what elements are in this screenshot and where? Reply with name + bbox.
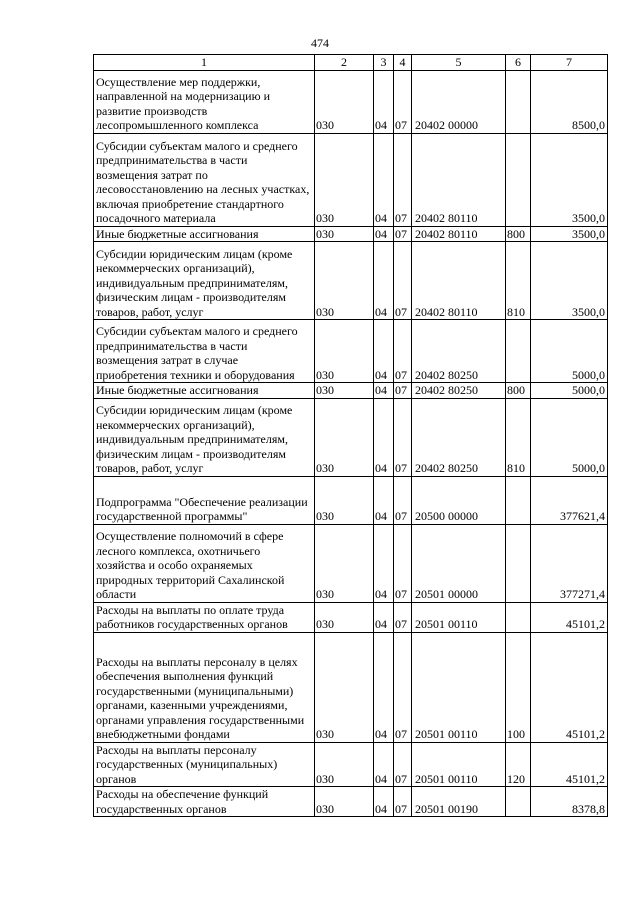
- expense-item-name: Осуществление мер поддержки, направленной на модернизацию и развитие производств лесопромышленного комплекса: [94, 70, 315, 133]
- budget-table: [93, 54, 608, 817]
- expense-type-code: 100: [506, 632, 531, 742]
- section-code: 04: [374, 632, 394, 742]
- table-row: [94, 476, 608, 524]
- expense-type-code: [506, 70, 531, 133]
- subsection-code: 07: [394, 242, 412, 320]
- subsection-code: 07: [394, 632, 412, 742]
- expense-item-name: Субсидии субъектам малого и среднего предпринимательства в части возмещения затрат по лесовосстановлению на лесных участках, включая приобретение стандартного посадочного материала: [94, 133, 315, 226]
- target-article-code: 20402 80250: [412, 320, 506, 383]
- table-row: [94, 133, 608, 226]
- expense-type-code: 120: [506, 742, 531, 787]
- expense-type-code: [506, 602, 531, 632]
- ministry-code: 030: [315, 476, 374, 524]
- table-row: [94, 632, 608, 742]
- target-article-code: 20501 00110: [412, 602, 506, 632]
- amount-value: 377271,4: [531, 524, 608, 602]
- expense-item-name: Иные бюджетные ассигнования: [94, 383, 315, 399]
- expense-item-name: Расходы на выплаты по оплате труда работников государственных органов: [94, 602, 315, 632]
- section-code: 04: [374, 242, 394, 320]
- ministry-code: 030: [315, 602, 374, 632]
- expense-type-code: [506, 524, 531, 602]
- ministry-code: 030: [315, 320, 374, 383]
- expense-item-name: Расходы на обеспечение функций государственных органов: [94, 787, 315, 817]
- column-header: 7: [531, 55, 608, 71]
- expense-type-code: [506, 476, 531, 524]
- target-article-code: 20402 80250: [412, 383, 506, 399]
- expense-item-name: Субсидии юридическим лицам (кроме некоммерческих организаций), индивидуальным предпринимателям, физическим лицам - производителям товаров, работ, услуг: [94, 242, 315, 320]
- section-code: 04: [374, 524, 394, 602]
- section-code: 04: [374, 226, 394, 242]
- page-number: 474: [311, 36, 329, 50]
- amount-value: 45101,2: [531, 742, 608, 787]
- subsection-code: 07: [394, 70, 412, 133]
- column-header: 5: [412, 55, 506, 71]
- amount-value: 377621,4: [531, 476, 608, 524]
- subsection-code: 07: [394, 398, 412, 476]
- ministry-code: 030: [315, 70, 374, 133]
- section-code: 04: [374, 383, 394, 399]
- amount-value: 8378,8: [531, 787, 608, 817]
- target-article-code: 20501 00000: [412, 524, 506, 602]
- section-code: 04: [374, 133, 394, 226]
- table-row: [94, 70, 608, 133]
- expense-item-name: Расходы на выплаты персоналу в целях обеспечения выполнения функций государственными (муниципальными) органами, казенными учреждениями, органами управления государственными внебюджетными фондами: [94, 632, 315, 742]
- amount-value: 5000,0: [531, 320, 608, 383]
- target-article-code: 20402 80110: [412, 226, 506, 242]
- subsection-code: 07: [394, 133, 412, 226]
- expense-type-code: 810: [506, 398, 531, 476]
- subsection-code: 07: [394, 602, 412, 632]
- ministry-code: 030: [315, 242, 374, 320]
- table-row: [94, 742, 608, 787]
- subsection-code: 07: [394, 524, 412, 602]
- ministry-code: 030: [315, 787, 374, 817]
- table-row: [94, 320, 608, 383]
- amount-value: 3500,0: [531, 133, 608, 226]
- expense-item-name: Субсидии субъектам малого и среднего предпринимательства в части возмещения затрат в случае приобретения техники и оборудования: [94, 320, 315, 383]
- column-header: 6: [506, 55, 531, 71]
- table-row: [94, 398, 608, 476]
- expense-type-code: [506, 320, 531, 383]
- ministry-code: 030: [315, 133, 374, 226]
- section-code: 04: [374, 398, 394, 476]
- column-header: 3: [374, 55, 394, 71]
- column-header-row: [94, 55, 608, 71]
- table-row: [94, 226, 608, 242]
- table-row: [94, 787, 608, 817]
- amount-value: 8500,0: [531, 70, 608, 133]
- ministry-code: 030: [315, 524, 374, 602]
- expense-type-code: [506, 133, 531, 226]
- expense-type-code: 800: [506, 226, 531, 242]
- section-code: 04: [374, 70, 394, 133]
- expense-item-name: Осуществление полномочий в сфере лесного комплекса, охотничьего хозяйства и особо охраняемых природных территорий Сахалинской области: [94, 524, 315, 602]
- subsection-code: 07: [394, 787, 412, 817]
- amount-value: 5000,0: [531, 383, 608, 399]
- section-code: 04: [374, 476, 394, 524]
- expense-item-name: Подпрограмма "Обеспечение реализации государственной программы": [94, 476, 315, 524]
- subsection-code: 07: [394, 320, 412, 383]
- ministry-code: 030: [315, 632, 374, 742]
- table-row: [94, 383, 608, 399]
- section-code: 04: [374, 742, 394, 787]
- amount-value: 5000,0: [531, 398, 608, 476]
- expense-item-name: Расходы на выплаты персоналу государственных (муниципальных) органов: [94, 742, 315, 787]
- table-row: [94, 242, 608, 320]
- expense-type-code: [506, 787, 531, 817]
- target-article-code: 20402 80110: [412, 133, 506, 226]
- column-header: 1: [94, 55, 315, 71]
- subsection-code: 07: [394, 476, 412, 524]
- target-article-code: 20501 00110: [412, 742, 506, 787]
- table-row: [94, 602, 608, 632]
- target-article-code: 20402 80110: [412, 242, 506, 320]
- target-article-code: 20501 00190: [412, 787, 506, 817]
- target-article-code: 20500 00000: [412, 476, 506, 524]
- amount-value: 45101,2: [531, 602, 608, 632]
- section-code: 04: [374, 787, 394, 817]
- amount-value: 3500,0: [531, 242, 608, 320]
- ministry-code: 030: [315, 383, 374, 399]
- amount-value: 3500,0: [531, 226, 608, 242]
- amount-value: 45101,2: [531, 632, 608, 742]
- target-article-code: 20402 80250: [412, 398, 506, 476]
- expense-type-code: 810: [506, 242, 531, 320]
- target-article-code: 20501 00110: [412, 632, 506, 742]
- ministry-code: 030: [315, 742, 374, 787]
- subsection-code: 07: [394, 383, 412, 399]
- subsection-code: 07: [394, 742, 412, 787]
- column-header: 2: [315, 55, 374, 71]
- section-code: 04: [374, 602, 394, 632]
- ministry-code: 030: [315, 226, 374, 242]
- ministry-code: 030: [315, 398, 374, 476]
- target-article-code: 20402 00000: [412, 70, 506, 133]
- expense-type-code: 800: [506, 383, 531, 399]
- expense-item-name: Иные бюджетные ассигнования: [94, 226, 315, 242]
- column-header: 4: [394, 55, 412, 71]
- subsection-code: 07: [394, 226, 412, 242]
- section-code: 04: [374, 320, 394, 383]
- table-row: [94, 524, 608, 602]
- expense-item-name: Субсидии юридическим лицам (кроме некоммерческих организаций), индивидуальным предпринимателям, физическим лицам - производителям товаров, работ, услуг: [94, 398, 315, 476]
